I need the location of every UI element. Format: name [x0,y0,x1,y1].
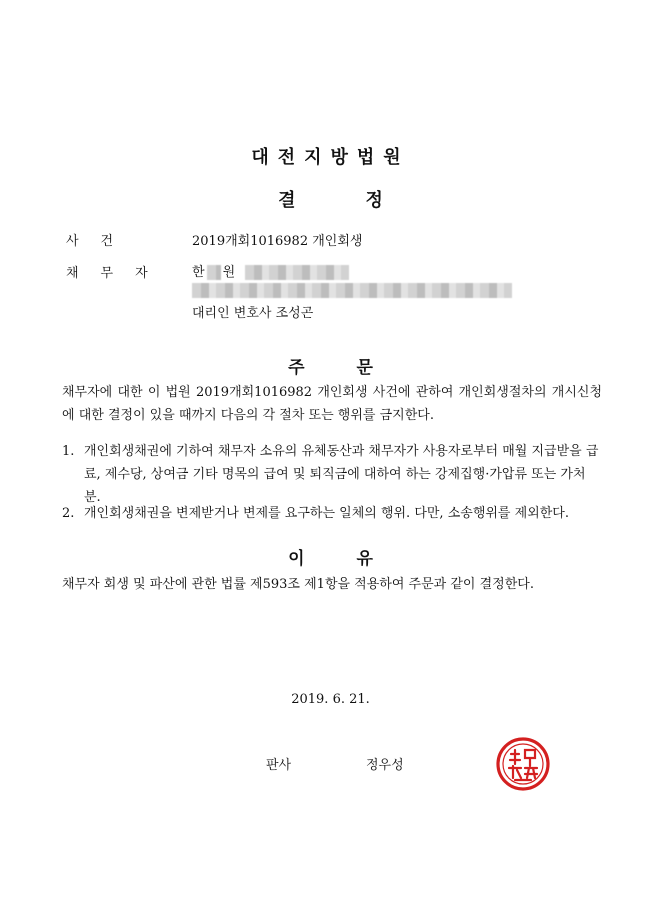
case-label: 사건 [66,234,136,249]
order-item-number: 1. [62,444,75,459]
debtor-label: 채무자 [66,266,170,281]
decision-date: 2019. 6. 21. [291,692,370,707]
order-item-1 [62,440,602,509]
reason-title: 이유 [288,549,425,569]
order-title: 주문 [288,358,425,378]
order-item-text: 개인회생채권을 변제받거나 변제를 요구하는 일체의 행위. 다만, 소송행위를 제외한다. [84,506,569,521]
seal-outer-ring [498,739,548,789]
debtor-name-visible: 한 [192,265,205,280]
order-item-2 [62,502,602,525]
court-name: 대전지방법원 [251,147,410,168]
debtor-agent: 대리인 변호사 조성곤 [192,306,314,321]
case-value: 2019개회1016982 개인회생 [192,234,363,249]
redaction-mark [245,265,349,280]
judge-name: 정우성 [366,758,404,773]
seal-glyph-strokes [509,750,537,780]
order-item-text: 개인회생채권에 기하여 채무자 소유의 유체동산과 채무자가 사용자로부터 매월 지급받을 급료, 제수당, 상여금 기타 명목의 급여 및 퇴직금에 대하여 하는 강제집행·가압류 또는 가처분. [84,444,599,505]
judge-role: 판사 [266,758,292,773]
seal-inner-ring [503,744,543,784]
redaction-mark [192,283,512,298]
debtor-name-suffix: 원 [222,265,236,280]
debtor-address [192,283,512,298]
debtor-name [192,261,349,280]
order-intro: 채무자에 대한 이 법원 2019개회1016982 개인회생 사건에 관하여 개인회생절차의 개시신청에 대한 결정이 있을 때까지 다음의 각 절차 또는 행위를 금지한다. [62,385,602,423]
document-type: 결정 [278,190,453,211]
order-item-number: 2. [62,506,75,521]
redaction-mark [207,265,221,280]
judge-seal [495,736,551,792]
reason-text: 채무자 회생 및 파산에 관한 법률 제593조 제1항을 적용하여 주문과 같이 결정한다. [62,577,534,592]
